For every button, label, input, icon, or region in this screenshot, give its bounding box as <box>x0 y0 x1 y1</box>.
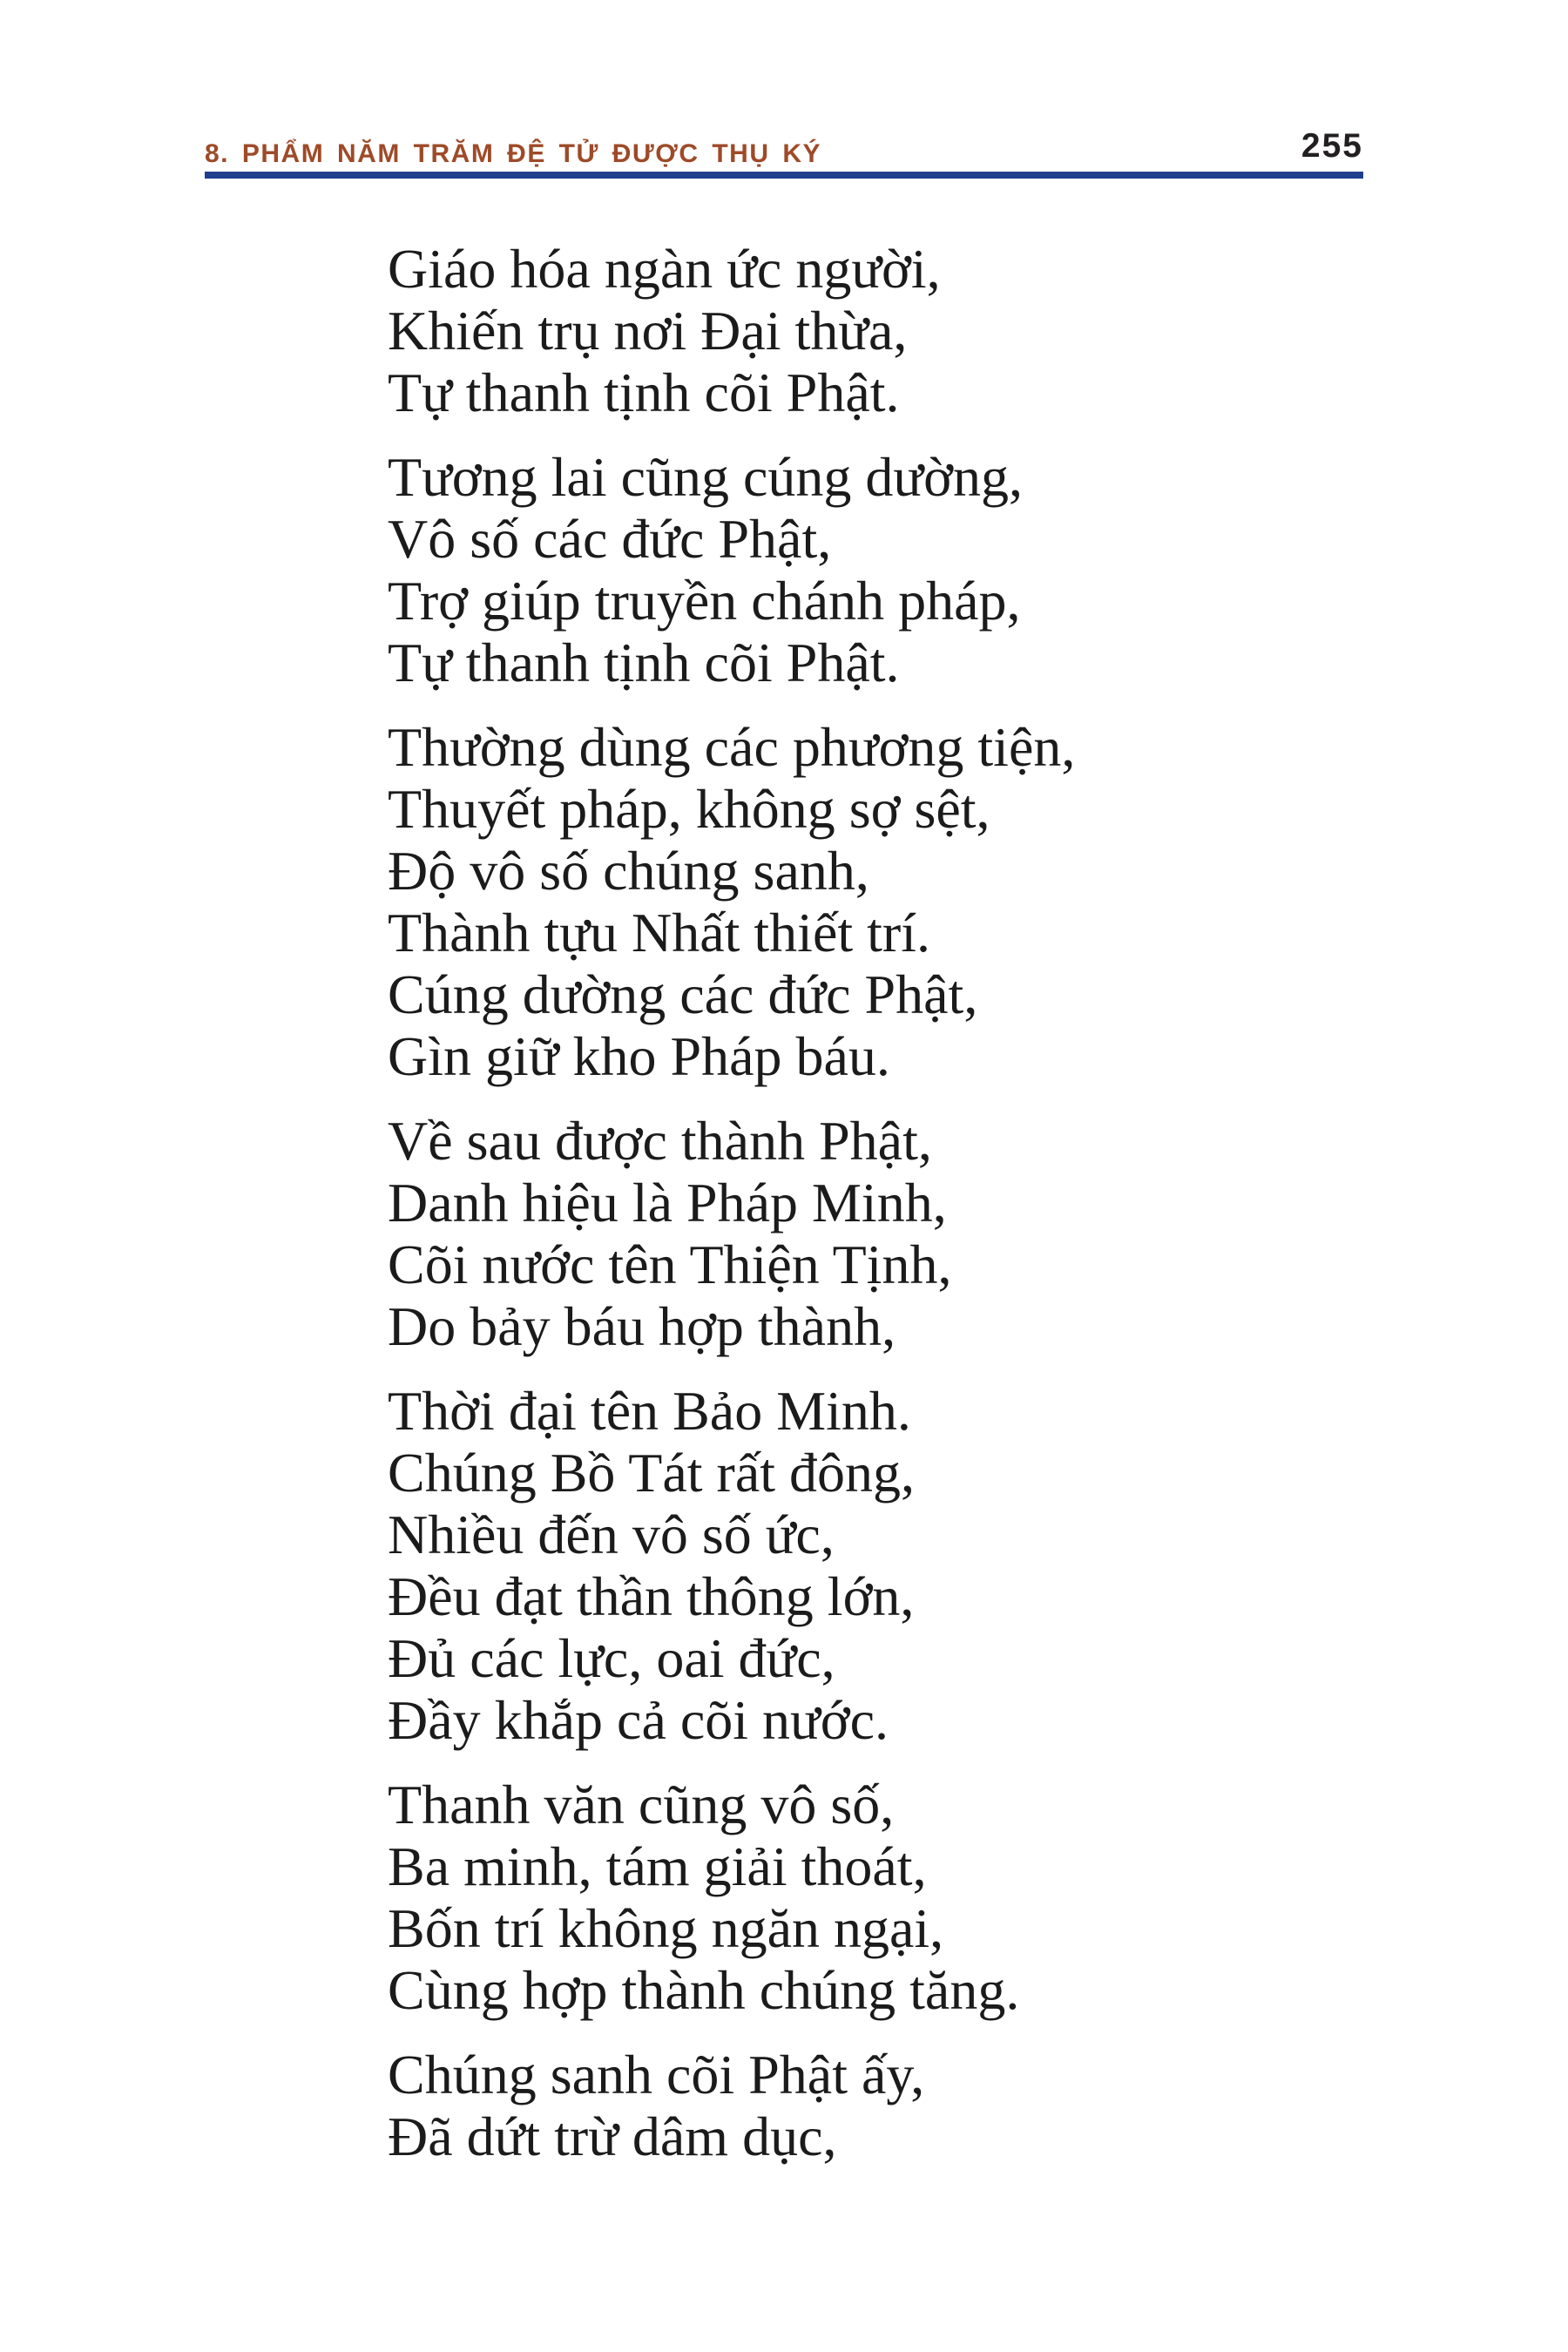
verse-line: Giáo hóa ngàn ức người, <box>388 238 941 300</box>
verse-line: Độ vô số chúng sanh, <box>388 840 869 902</box>
verse-line: Danh hiệu là Pháp Minh, <box>388 1172 947 1233</box>
verse-line: Đủ các lực, oai đức, <box>388 1627 835 1689</box>
verse-line: Bốn trí không ngăn ngại, <box>388 1897 944 1959</box>
verse-line: Thuyết pháp, không sợ sệt, <box>388 778 990 840</box>
verse-line: Gìn giữ kho Pháp báu. <box>388 1025 890 1087</box>
verse-line: Nhiều đến vô số ức, <box>388 1504 835 1565</box>
verse-line: Trợ giúp truyền chánh pháp, <box>388 570 1021 632</box>
verse-line: Cúng dường các đức Phật, <box>388 963 978 1025</box>
running-chapter-title: 8. PHẨM NĂM TRĂM ĐỆ TỬ ĐƯỢC THỤ KÝ <box>205 139 822 168</box>
verse-line: Vô số các đức Phật, <box>388 508 832 570</box>
page-header <box>205 122 1363 170</box>
verse-line: Thành tựu Nhất thiết trí. <box>388 902 930 963</box>
verse-line: Tự thanh tịnh cõi Phật. <box>388 632 900 693</box>
verse-stanza <box>388 1774 1075 2021</box>
verse-line: Do bảy báu hợp thành, <box>388 1295 896 1357</box>
verse-line: Tương lai cũng cúng dường, <box>388 446 1023 508</box>
verse-line: Đầy khắp cả cõi nước. <box>388 1689 889 1751</box>
verse-line: Chúng sanh cõi Phật ấy, <box>388 2044 925 2105</box>
page-number: 255 <box>1301 127 1363 165</box>
verse-line: Ba minh, tám giải thoát, <box>388 1835 927 1897</box>
verse-line: Thanh văn cũng vô số, <box>388 1774 895 1835</box>
verse-line: Khiến trụ nơi Đại thừa, <box>388 300 908 362</box>
verse-body <box>388 238 1075 2190</box>
verse-line: Về sau được thành Phật, <box>388 1110 932 1172</box>
verse-line: Đã dứt trừ dâm dục, <box>388 2105 837 2167</box>
verse-stanza <box>388 1380 1075 1751</box>
verse-line: Đều đạt thần thông lớn, <box>388 1565 915 1627</box>
verse-line: Chúng Bồ Tát rất đông, <box>388 1442 915 1504</box>
verse-line: Cõi nước tên Thiện Tịnh, <box>388 1233 952 1295</box>
header-divider-rule <box>205 172 1363 179</box>
verse-line: Tự thanh tịnh cõi Phật. <box>388 362 900 423</box>
verse-stanza <box>388 238 1075 423</box>
verse-line: Cùng hợp thành chúng tăng. <box>388 1959 1020 2021</box>
verse-stanza <box>388 446 1075 693</box>
verse-stanza <box>388 2044 1075 2167</box>
verse-line: Thời đại tên Bảo Minh. <box>388 1380 911 1442</box>
verse-line: Thường dùng các phương tiện, <box>388 716 1076 778</box>
verse-stanza <box>388 716 1075 1087</box>
verse-stanza <box>388 1110 1075 1357</box>
